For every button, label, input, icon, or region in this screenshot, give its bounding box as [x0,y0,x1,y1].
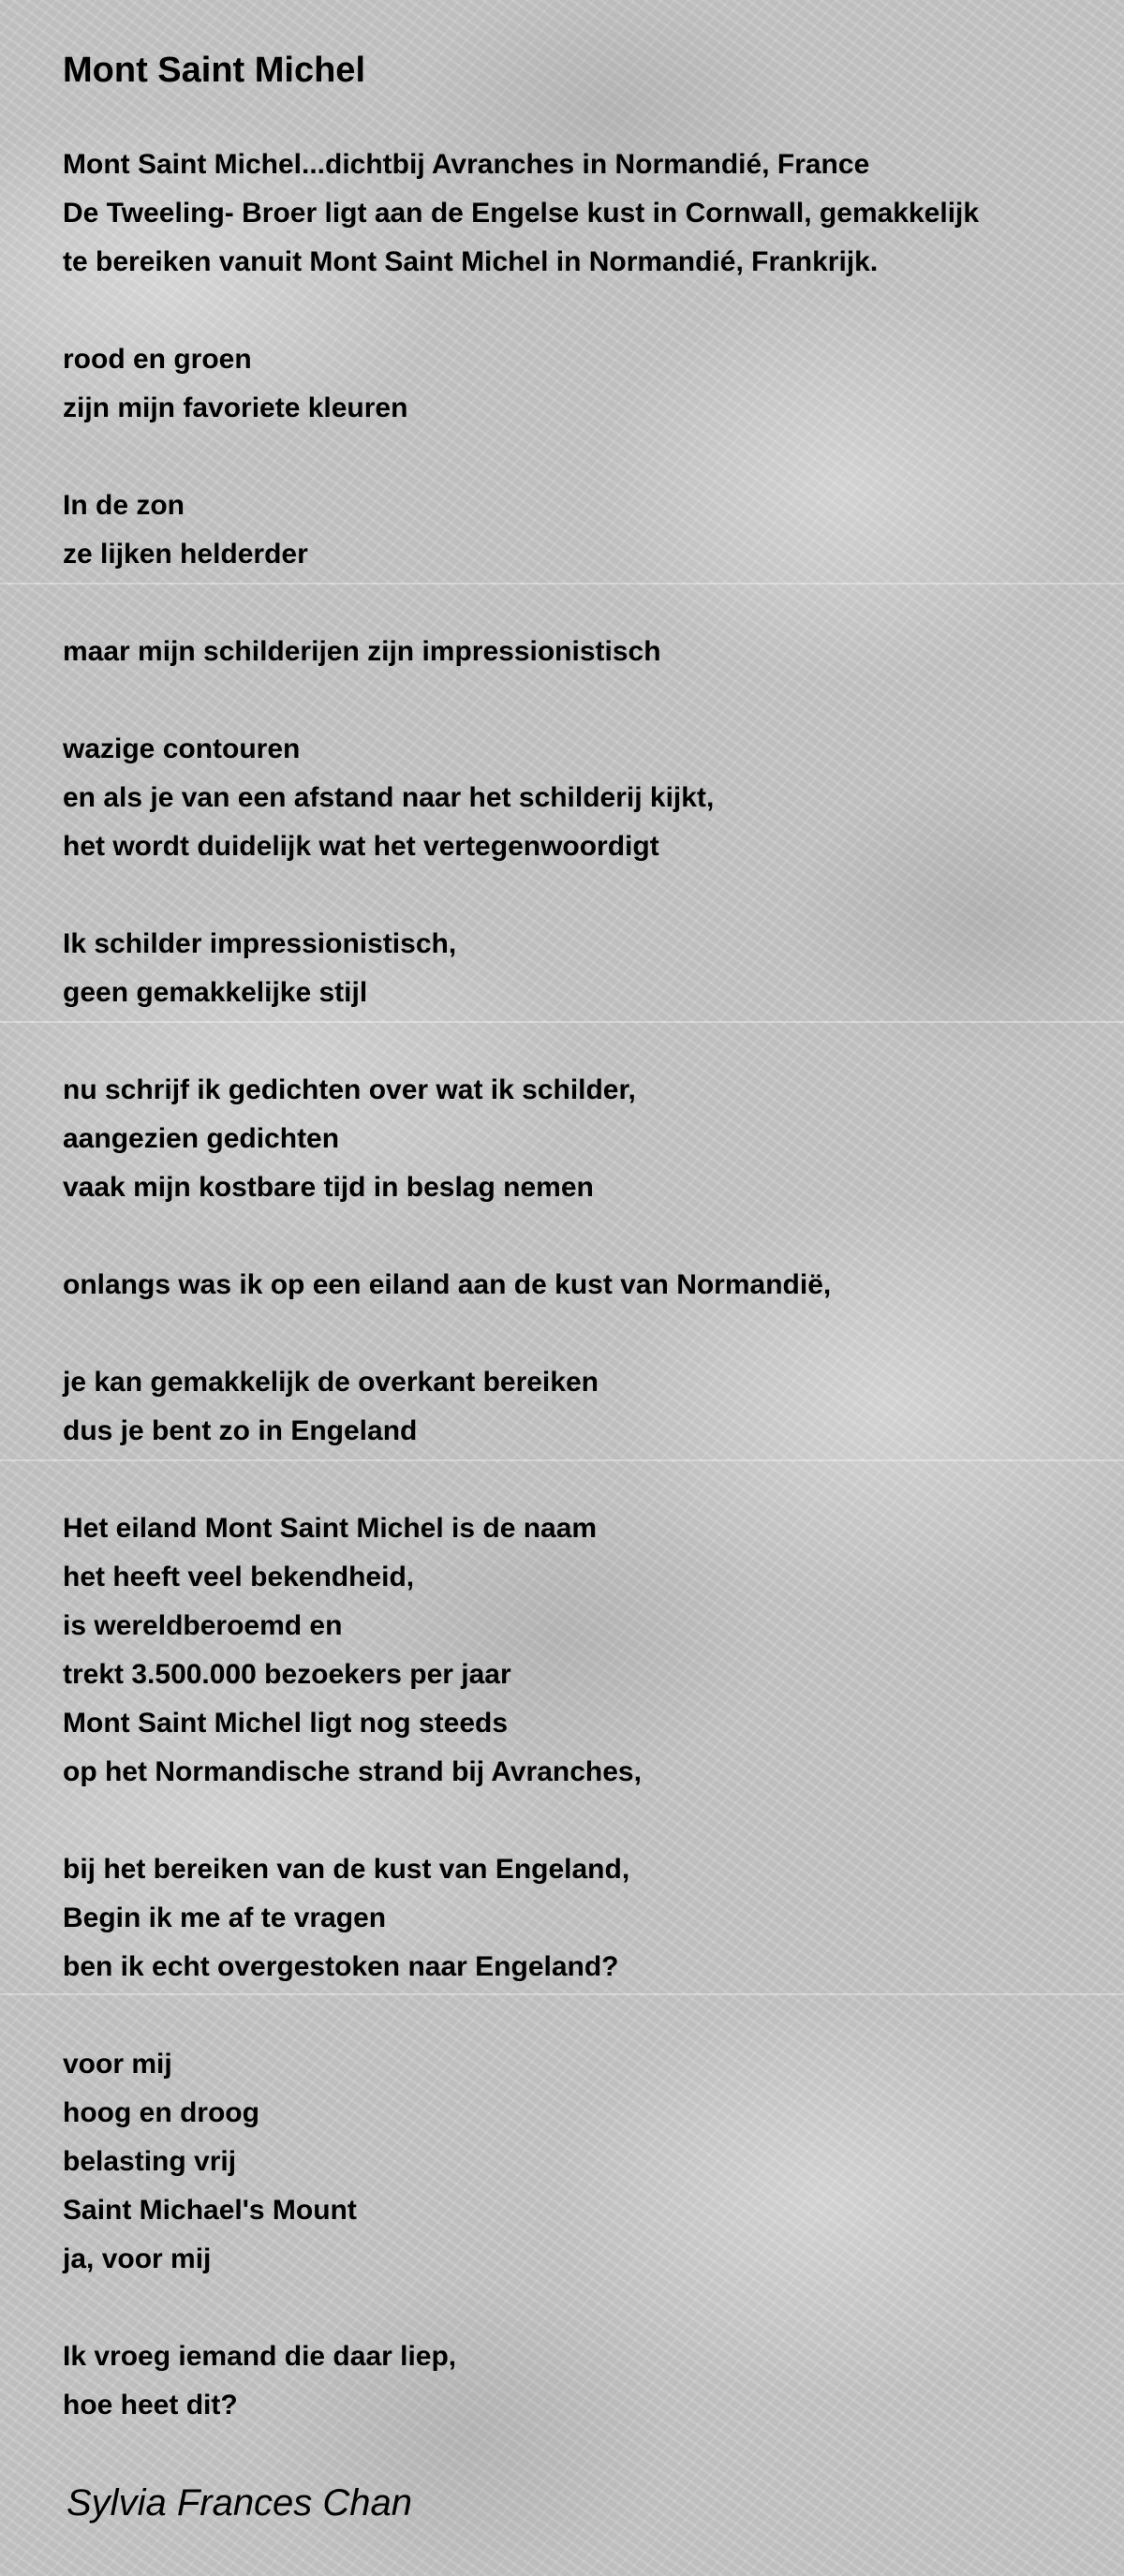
poem-line: dus je bent zo in Engeland [63,1415,418,1446]
poem-line: bij het bereiken van de kust van Engeland, [63,1854,630,1885]
poem-line: onlangs was ik op een eiland aan de kust van Normandië, [63,1269,832,1300]
poem-line: hoog en droog [63,2097,259,2128]
poem-line: op het Normandische strand bij Avranches, [63,1756,642,1787]
poem-line: In de zon [63,490,185,521]
poem-line: geen gemakkelijke stijl [63,977,368,1008]
poem-title: Mont Saint Michel [63,51,365,90]
poem-line: Het eiland Mont Saint Michel is de naam [63,1513,598,1544]
poem-line: Mont Saint Michel ligt nog steeds [63,1708,509,1739]
stanza-break [63,1212,979,1261]
poem-line: zijn mijn favoriete kleuren [63,392,408,423]
stanza-break [63,1991,979,2040]
poem-line: je kan gemakkelijk de overkant bereiken [63,1367,599,1398]
poem-line: De Tweeling- Broer ligt aan de Engelse kust in Cornwall, gemakkelijk [63,198,980,229]
poem-line: wazige contouren [63,733,301,764]
poem-line: Mont Saint Michel...dichtbij Avranches in Normandié, France [63,149,870,180]
poem-line: belasting vrij [63,2146,237,2177]
stanza-break [63,871,979,920]
poem-line: Saint Michael's Mount [63,2195,357,2226]
poem-line: hoe heet dit? [63,2390,238,2421]
stanza-break [63,1797,979,1845]
stanza-break [63,579,979,628]
poem-line: ben ik echt overgestoken naar Engeland? [63,1951,619,1982]
poem-line: maar mijn schilderijen zijn impressionistisch [63,636,661,667]
poem-line: en als je van een afstand naar het schilderij kijkt, [63,782,715,813]
poem-line: te bereiken vanuit Mont Saint Michel in Normandié, Frankrijk. [63,246,879,277]
poem-line: rood en groen [63,344,252,375]
poem-line: Ik schilder impressionistisch, [63,928,457,959]
poem-line: Begin ik me af te vragen [63,1902,387,1933]
poem-line: Ik vroeg iemand die daar liep, [63,2341,457,2372]
poem-line: het heeft veel bekendheid, [63,1562,415,1592]
stanza-break [63,676,979,725]
stanza-break [63,1310,979,1358]
poem-line: aangezien gedichten [63,1123,340,1154]
stanza-break [63,2284,979,2332]
poem-line: trekt 3.500.000 bezoekers per jaar [63,1659,511,1690]
poem-author: Sylvia Frances Chan [67,2482,413,2524]
poem-line: nu schrijf ik gedichten over wat ik schilder, [63,1074,636,1105]
poem-line: voor mij [63,2049,172,2080]
poem-line: ze lijken helderder [63,539,308,570]
stanza-break [63,1456,979,1504]
poem-line: vaak mijn kostbare tijd in beslag nemen [63,1172,594,1203]
stanza-break [63,433,979,481]
poem-line: is wereldberoemd en [63,1610,343,1641]
stanza-break [63,287,979,335]
poem-line: het wordt duidelijk wat het vertegenwoordigt [63,831,659,862]
poem-body [63,141,979,2430]
poem-line: ja, voor mij [63,2243,212,2274]
stanza-break [63,1017,979,1066]
